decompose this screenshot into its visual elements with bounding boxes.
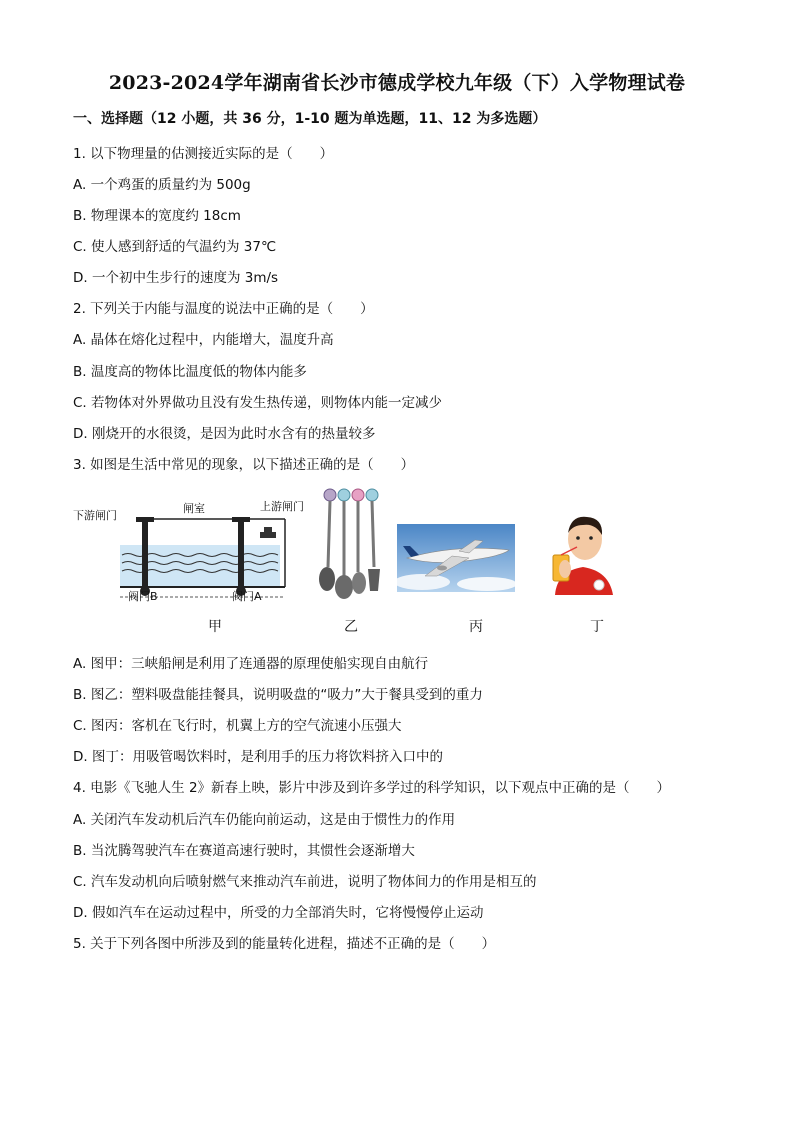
option-c: C. 若物体对外界做功且没有发生热传递，则物体内能一定减少 — [73, 395, 443, 411]
label-upstream-gate: 上游闸门 — [260, 500, 304, 513]
option-b: B. 物理课本的宽度约 18cm — [73, 208, 241, 224]
section-heading: 一、选择题（12 小题，共 36 分，1-10 题为单选题，11、12 为多选题） — [73, 111, 547, 127]
option-d: D. 图丁：用吸管喝饮料时，是利用手的压力将饮料挤入口中的 — [73, 749, 443, 765]
option-c: C. 图丙：客机在飞行时，机翼上方的空气流速小压强大 — [73, 718, 402, 734]
question-stem: 1. 以下物理量的估测接近实际的是（ ） — [73, 146, 334, 162]
option-d: D. 假如汽车在运动过程中，所受的力全部消失时，它将慢慢停止运动 — [73, 905, 484, 921]
figure-caption-ding: 丁 — [590, 619, 604, 635]
question-stem: 5. 关于下列各图中所涉及到的能量转化进程，描述不正确的是（ ） — [73, 936, 496, 952]
option-a: A. 晶体在熔化过程中，内能增大，温度升高 — [73, 332, 334, 348]
label-valve-a: 阀门A — [232, 590, 262, 603]
option-d: D. 一个初中生步行的速度为 3m/s — [73, 270, 279, 286]
figure-caption-bing: 丙 — [469, 619, 483, 635]
label-chamber: 闸室 — [183, 502, 205, 515]
page-title: 2023-2024学年湖南省长沙市德成学校九年级（下）入学物理试卷 — [108, 72, 686, 94]
airplane-photo — [397, 524, 515, 592]
question-stem: 4. 电影《飞驰人生 2》新春上映，影片中涉及到许多学过的科学知识，以下观点中正确的是（ ） — [73, 780, 671, 796]
option-a: A. 关闭汽车发动机后汽车仍能向前运动，这是由于惯性力的作用 — [73, 812, 456, 828]
option-a: A. 图甲：三峡船闸是利用了连通器的原理使船实现自由航行 — [73, 656, 429, 672]
figure-caption-jia: 甲 — [208, 619, 222, 635]
suction-cup-utensils-image — [318, 487, 388, 602]
label-downstream-gate: 下游闸门 — [73, 509, 117, 522]
option-d: D. 刚烧开的水很烫，是因为此时水含有的热量较多 — [73, 426, 376, 442]
option-c: C. 使人感到舒适的气温约为 37℃ — [73, 239, 277, 255]
question-stem: 3. 如图是生活中常见的现象，以下描述正确的是（ ） — [73, 457, 415, 473]
question-stem: 2. 下列关于内能与温度的说法中正确的是（ ） — [73, 301, 374, 317]
option-a: A. 一个鸡蛋的质量约为 500g — [73, 177, 251, 193]
figure-caption-yi: 乙 — [344, 619, 358, 635]
boy-drinking-photo — [547, 509, 619, 595]
option-c: C. 汽车发动机向后喷射燃气来推动汽车前进，说明了物体间力的作用是相互的 — [73, 874, 537, 890]
label-valve-b: 阀门B — [128, 590, 158, 603]
option-b: B. 当沈腾驾驶汽车在赛道高速行驶时，其惯性会逐渐增大 — [73, 843, 415, 859]
option-b: B. 图乙：塑料吸盘能挂餐具，说明吸盘的“吸力”大于餐具受到的重力 — [73, 687, 483, 703]
question3-figures — [70, 485, 630, 635]
option-b: B. 温度高的物体比温度低的物体内能多 — [73, 364, 307, 380]
